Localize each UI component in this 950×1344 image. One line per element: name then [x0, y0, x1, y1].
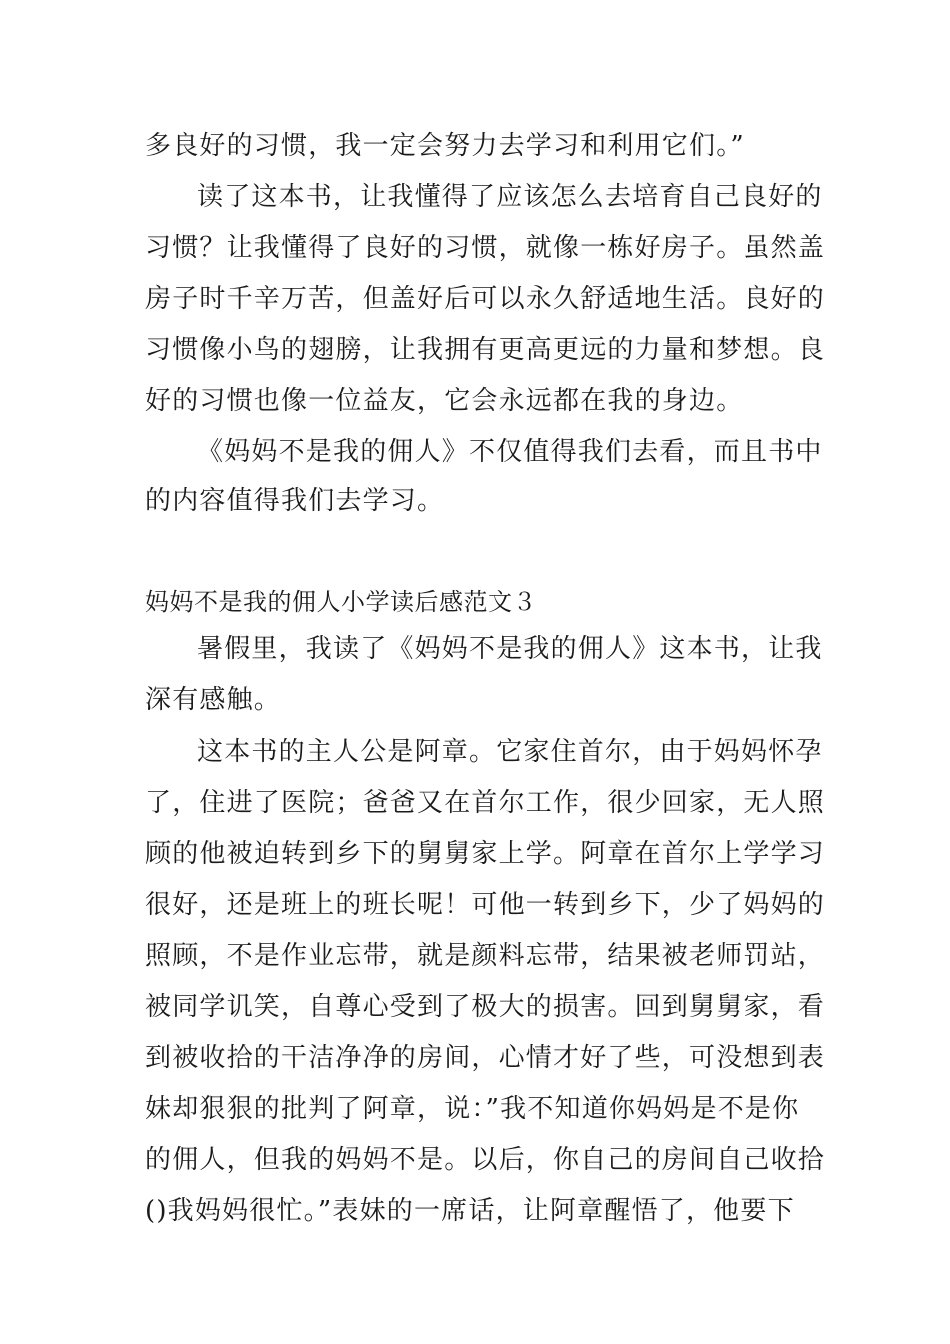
text-line: 妹却狠狠的批判了阿章，说：”我不知道你妈妈是不是你 [145, 1094, 800, 1124]
text-line: 《妈妈不是我的佣人》不仅值得我们去看，而且书中 [197, 437, 823, 467]
text-line: 好的习惯也像一位益友，它会永远都在我的身边。 [145, 386, 744, 416]
text-line: 多良好的习惯，我一定会努力去学习和利用它们。” [145, 131, 745, 161]
text-line: 房子时千辛万苦，但盖好后可以永久舒适地生活。良好的 [145, 284, 826, 314]
text-line: 了，住进了医院；爸爸又在首尔工作，很少回家，无人照 [145, 788, 826, 818]
text-line: 习惯？让我懂得了良好的习惯，就像一栋好房子。虽然盖 [145, 233, 826, 263]
text-line: 到被收拾的干洁净净的房间，心情才好了些，可没想到表 [145, 1043, 826, 1073]
section-heading: 妈妈不是我的佣人小学读后感范文３ [145, 588, 537, 616]
text-line: 的内容值得我们去学习。 [145, 486, 445, 516]
text-line: 很好，还是班上的班长呢！可他一转到乡下，少了妈妈的 [145, 890, 826, 920]
text-line: 这本书的主人公是阿章。它家住首尔，由于妈妈怀孕 [197, 737, 823, 767]
text-line: 的佣人，但我的妈妈不是。以后，你自己的房间自己收拾 [145, 1145, 826, 1175]
text-line: 深有感触。 [145, 685, 282, 715]
text-line: ()我妈妈很忙。”表妹的一席话，让阿章醒悟了，他要下 [145, 1196, 795, 1226]
text-line: 顾的他被迫转到乡下的舅舅家上学。阿章在首尔上学学习 [145, 839, 826, 869]
text-line: 照顾，不是作业忘带，就是颜料忘带，结果被老师罚站， [145, 941, 826, 971]
text-line: 被同学讥笑，自尊心受到了极大的损害。回到舅舅家，看 [145, 992, 826, 1022]
text-line: 暑假里，我读了《妈妈不是我的佣人》这本书，让我 [197, 634, 823, 664]
text-line: 习惯像小鸟的翅膀，让我拥有更高更远的力量和梦想。良 [145, 335, 826, 365]
text-line: 读了这本书，让我懂得了应该怎么去培育自己良好的 [197, 182, 823, 212]
